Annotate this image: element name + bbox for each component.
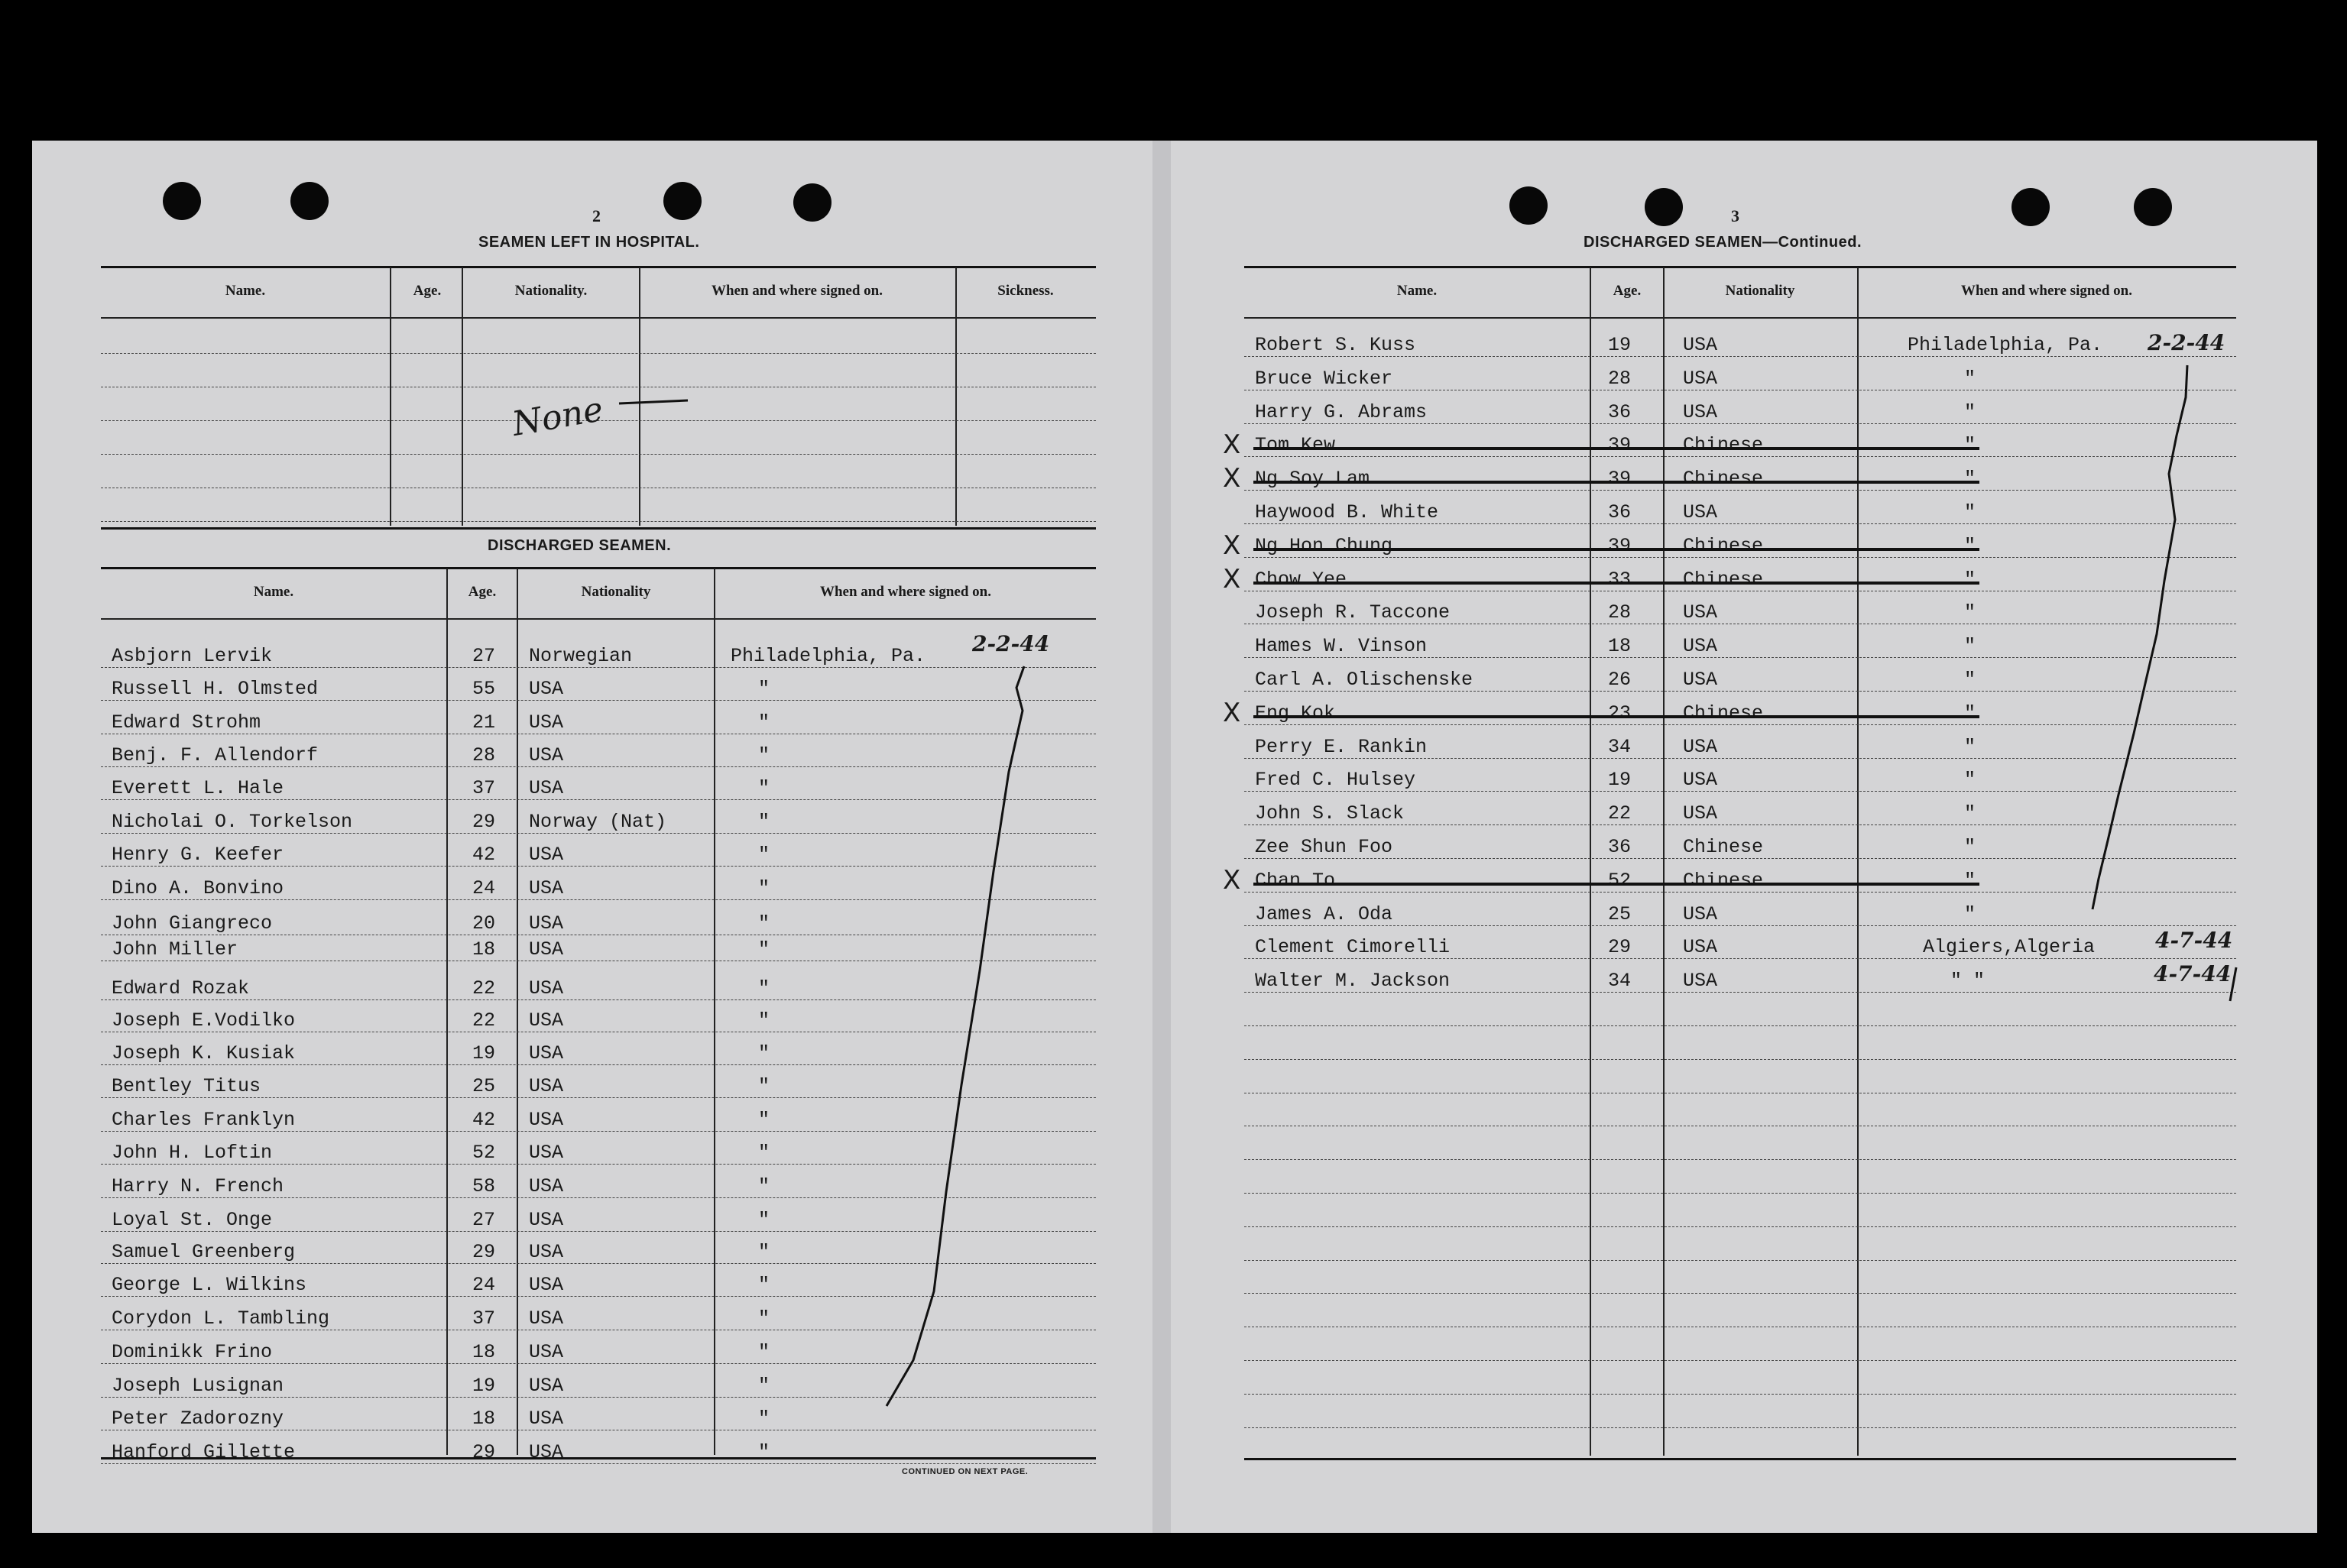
table-cell-nationality: USA <box>1683 669 1718 691</box>
handwritten-date: 2-2-44 <box>972 631 1050 656</box>
table-cell-signed-on: " <box>758 1241 770 1263</box>
table-cell-nationality: USA <box>529 744 564 766</box>
table-cell-name: Edward Strohm <box>112 711 261 734</box>
table-cell-nationality: Chinese <box>1683 702 1764 724</box>
table-cell-age: 29 <box>472 1241 496 1263</box>
discharged-continued-title: DISCHARGED SEAMEN—Continued. <box>1584 234 1862 251</box>
table-cell-nationality: USA <box>1683 368 1718 390</box>
table-cell-nationality: USA <box>529 1109 564 1131</box>
table-cell-signed-on: " <box>758 811 770 833</box>
table-cell-nationality: USA <box>529 1009 564 1032</box>
table-cell-nationality: USA <box>1683 769 1718 791</box>
hospital-col-sickness-header: Sickness. <box>997 283 1054 299</box>
table-cell-signed-on: " <box>1964 468 1976 490</box>
page-number-left: 2 <box>592 206 601 225</box>
table-cell-nationality: USA <box>529 1175 564 1197</box>
table-cell-nationality: USA <box>529 711 564 734</box>
table-cell-signed-on: " <box>758 844 770 866</box>
table-cell-signed-on: Algiers,Algeria <box>1923 936 2096 958</box>
handwritten-date: 2-2-44 <box>2148 330 2225 355</box>
table-cell-signed-on: " <box>1964 870 1976 892</box>
table-cell-age: 34 <box>1608 970 1632 992</box>
table-cell-signed-on: " <box>758 777 770 799</box>
table-cell-nationality: USA <box>529 912 564 935</box>
table-cell-age: 26 <box>1608 669 1632 691</box>
table-cell-name: Edward Rozak <box>112 977 250 999</box>
table-cell-nationality: Norway (Nat) <box>529 811 667 833</box>
table-cell-age: 18 <box>472 1341 496 1363</box>
table-cell-name: Perry E. Rankin <box>1255 736 1428 758</box>
table-cell-nationality: Chinese <box>1683 434 1764 456</box>
table-cell-signed-on: " " <box>1950 970 1986 992</box>
table-cell-signed-on: " <box>758 877 770 899</box>
table-cell-name: John Miller <box>112 938 238 961</box>
table-cell-signed-on: " <box>1964 702 1976 724</box>
handwritten-x-mark: X <box>1223 698 1241 728</box>
table-cell-signed-on: " <box>758 1375 770 1397</box>
table-cell-name: John S. Slack <box>1255 802 1405 824</box>
table-cell-signed-on: " <box>1964 903 1976 925</box>
table-cell-nationality: USA <box>1683 401 1718 423</box>
table-cell-name: Bentley Titus <box>112 1075 261 1097</box>
handwritten-none-note: None <box>509 390 606 444</box>
table-cell-nationality: USA <box>1683 903 1718 925</box>
table-cell-nationality: USA <box>529 1375 564 1397</box>
right-col-signed-on-header: When and where signed on. <box>1960 283 2132 299</box>
table-cell-nationality: Chinese <box>1683 870 1764 892</box>
handwritten-x-mark: X <box>1223 865 1241 896</box>
handwritten-x-mark: X <box>1223 463 1241 494</box>
table-cell-age: 27 <box>472 1209 496 1231</box>
table-cell-age: 36 <box>1608 401 1632 423</box>
table-cell-name: Chow Yee <box>1255 569 1347 591</box>
table-cell-name: Fred C. Hulsey <box>1255 769 1416 791</box>
handwritten-date: 4-7-44 <box>2154 961 2232 986</box>
table-cell-name: Hames W. Vinson <box>1255 635 1428 657</box>
table-cell-age: 19 <box>472 1375 496 1397</box>
table-cell-nationality: USA <box>529 678 564 700</box>
right-col-nationality-header: Nationality <box>1725 283 1795 299</box>
table-cell-nationality: Norwegian <box>529 645 633 667</box>
table-cell-signed-on: " <box>758 938 770 961</box>
table-cell-signed-on: " <box>1964 836 1976 858</box>
table-cell-age: 37 <box>472 1307 496 1330</box>
table-cell-nationality: USA <box>529 1408 564 1430</box>
table-cell-nationality: USA <box>1683 501 1718 523</box>
table-cell-nationality: Chinese <box>1683 569 1764 591</box>
table-cell-age: 19 <box>1608 769 1632 791</box>
table-cell-name: Joseph K. Kusiak <box>112 1042 296 1064</box>
table-cell-age: 22 <box>1608 802 1632 824</box>
table-cell-nationality: USA <box>529 1209 564 1231</box>
table-cell-name: Ng Soy Lam <box>1255 468 1370 490</box>
table-cell-name: Corydon L. Tambling <box>112 1307 330 1330</box>
table-cell-name: George L. Wilkins <box>112 1274 307 1296</box>
table-cell-name: John Giangreco <box>112 912 273 935</box>
table-cell-age: 39 <box>1608 535 1632 557</box>
table-cell-name: Harry N. French <box>112 1175 284 1197</box>
table-cell-name: Tom Kew <box>1255 434 1336 456</box>
table-cell-signed-on: " <box>758 912 770 935</box>
table-cell-signed-on: Philadelphia, Pa. <box>1908 334 2103 356</box>
table-cell-signed-on: " <box>1964 569 1976 591</box>
discharged-col-signed-on-header: When and where signed on. <box>819 584 991 600</box>
table-cell-signed-on: " <box>758 1307 770 1330</box>
table-cell-age: 25 <box>472 1075 496 1097</box>
table-cell-name: Ng Hon Chung <box>1255 535 1393 557</box>
table-cell-name: Hanford Gillette <box>112 1441 296 1463</box>
continued-footer: CONTINUED ON NEXT PAGE. <box>902 1467 1029 1476</box>
table-cell-age: 42 <box>472 844 496 866</box>
table-cell-nationality: USA <box>1683 736 1718 758</box>
table-cell-nationality: USA <box>529 977 564 999</box>
table-cell-nationality: USA <box>1683 970 1718 992</box>
table-cell-nationality: USA <box>529 1341 564 1363</box>
table-cell-age: 58 <box>472 1175 496 1197</box>
table-cell-name: Eng Kok <box>1255 702 1336 724</box>
table-cell-age: 36 <box>1608 501 1632 523</box>
table-cell-age: 21 <box>472 711 496 734</box>
table-cell-name: Walter M. Jackson <box>1255 970 1451 992</box>
table-cell-nationality: Chinese <box>1683 836 1764 858</box>
table-cell-signed-on: " <box>1964 535 1976 557</box>
table-cell-signed-on: " <box>758 1175 770 1197</box>
table-cell-signed-on: " <box>758 1075 770 1097</box>
table-cell-name: Asbjorn Lervik <box>112 645 273 667</box>
table-cell-name: Robert S. Kuss <box>1255 334 1416 356</box>
table-cell-nationality: USA <box>529 1075 564 1097</box>
table-cell-name: Clement Cimorelli <box>1255 936 1451 958</box>
handwritten-date: 4-7-44 <box>2155 928 2233 953</box>
hospital-col-name-header: Name. <box>225 283 266 299</box>
table-cell-age: 29 <box>472 811 496 833</box>
table-cell-signed-on: " <box>1964 501 1976 523</box>
table-cell-nationality: USA <box>529 1307 564 1330</box>
table-cell-nationality: USA <box>529 844 564 866</box>
table-cell-name: Joseph Lusignan <box>112 1375 284 1397</box>
table-cell-name: Haywood B. White <box>1255 501 1439 523</box>
table-cell-nationality: USA <box>1683 601 1718 624</box>
table-cell-signed-on: " <box>1964 635 1976 657</box>
right-col-age-header: Age. <box>1613 283 1642 299</box>
table-cell-age: 37 <box>472 777 496 799</box>
table-cell-age: 28 <box>472 744 496 766</box>
table-cell-signed-on: " <box>1964 669 1976 691</box>
table-cell-age: 34 <box>1608 736 1632 758</box>
table-cell-name: John H. Loftin <box>112 1142 273 1164</box>
table-cell-name: Samuel Greenberg <box>112 1241 296 1263</box>
table-cell-age: 22 <box>472 977 496 999</box>
table-cell-signed-on: " <box>758 1142 770 1164</box>
handwritten-x-mark: X <box>1223 530 1241 561</box>
table-cell-age: 18 <box>472 1408 496 1430</box>
table-cell-nationality: USA <box>529 777 564 799</box>
table-cell-name: Carl A. Olischenske <box>1255 669 1473 691</box>
table-cell-name: Joseph R. Taccone <box>1255 601 1451 624</box>
table-cell-signed-on: " <box>1964 736 1976 758</box>
table-cell-age: 52 <box>472 1142 496 1164</box>
table-cell-nationality: USA <box>1683 635 1718 657</box>
table-cell-signed-on: " <box>1964 769 1976 791</box>
table-cell-name: Henry G. Keefer <box>112 844 284 866</box>
table-cell-signed-on: Philadelphia, Pa. <box>731 645 926 667</box>
table-cell-age: 24 <box>472 877 496 899</box>
table-cell-name: Peter Zadorozny <box>112 1408 284 1430</box>
table-cell-age: 19 <box>472 1042 496 1064</box>
table-cell-signed-on: " <box>758 1009 770 1032</box>
table-cell-name: Charles Franklyn <box>112 1109 296 1131</box>
discharged-col-age-header: Age. <box>468 584 497 600</box>
table-cell-signed-on: " <box>758 744 770 766</box>
table-cell-signed-on: " <box>758 678 770 700</box>
table-cell-age: 22 <box>472 1009 496 1032</box>
table-cell-nationality: USA <box>529 1042 564 1064</box>
table-cell-age: 19 <box>1608 334 1632 356</box>
table-cell-name: Loyal St. Onge <box>112 1209 273 1231</box>
page-number-right: 3 <box>1731 206 1739 225</box>
table-cell-age: 36 <box>1608 836 1632 858</box>
table-cell-nationality: USA <box>529 1142 564 1164</box>
table-cell-age: 24 <box>472 1274 496 1296</box>
table-cell-age: 39 <box>1608 434 1632 456</box>
table-cell-age: 29 <box>472 1441 496 1463</box>
table-cell-name: Dominikk Frino <box>112 1341 273 1363</box>
table-cell-signed-on: " <box>1964 401 1976 423</box>
table-cell-age: 42 <box>472 1109 496 1131</box>
table-cell-signed-on: " <box>1964 802 1976 824</box>
handwritten-x-mark: X <box>1223 429 1241 460</box>
table-cell-signed-on: " <box>758 1408 770 1430</box>
right-col-name-header: Name. <box>1396 283 1438 299</box>
discharged-section-title: DISCHARGED SEAMEN. <box>488 537 672 554</box>
table-cell-name: Chan To <box>1255 870 1336 892</box>
table-cell-age: 20 <box>472 912 496 935</box>
table-cell-signed-on: " <box>758 1109 770 1131</box>
table-cell-age: 39 <box>1608 468 1632 490</box>
table-cell-age: 52 <box>1608 870 1632 892</box>
table-cell-signed-on: " <box>758 1274 770 1296</box>
hospital-section-title: SEAMEN LEFT IN HOSPITAL. <box>478 234 700 251</box>
table-cell-nationality: USA <box>529 1241 564 1263</box>
hospital-col-signed-on-header: When and where signed on. <box>711 283 883 299</box>
table-cell-age: 33 <box>1608 569 1632 591</box>
table-cell-signed-on: " <box>758 977 770 999</box>
table-cell-age: 18 <box>472 938 496 961</box>
table-cell-nationality: Chinese <box>1683 468 1764 490</box>
handwritten-x-mark: X <box>1223 564 1241 594</box>
table-cell-signed-on: " <box>1964 368 1976 390</box>
table-cell-name: Harry G. Abrams <box>1255 401 1428 423</box>
hospital-col-nationality-header: Nationality. <box>514 283 588 299</box>
table-cell-signed-on: " <box>1964 601 1976 624</box>
table-cell-name: Everett L. Hale <box>112 777 284 799</box>
table-cell-age: 23 <box>1608 702 1632 724</box>
table-cell-nationality: USA <box>1683 334 1718 356</box>
table-cell-signed-on: " <box>1964 434 1976 456</box>
table-cell-name: Russell H. Olmsted <box>112 678 319 700</box>
table-cell-name: James A. Oda <box>1255 903 1393 925</box>
table-cell-age: 28 <box>1608 601 1632 624</box>
table-cell-signed-on: " <box>758 1341 770 1363</box>
table-cell-age: 25 <box>1608 903 1632 925</box>
table-cell-age: 28 <box>1608 368 1632 390</box>
table-cell-age: 18 <box>1608 635 1632 657</box>
table-cell-name: Dino A. Bonvino <box>112 877 284 899</box>
table-cell-name: Bruce Wicker <box>1255 368 1393 390</box>
discharged-col-name-header: Name. <box>253 584 294 600</box>
table-cell-nationality: USA <box>529 1441 564 1463</box>
table-cell-name: Nicholai O. Torkelson <box>112 811 353 833</box>
table-cell-signed-on: " <box>758 1042 770 1064</box>
table-cell-name: Benj. F. Allendorf <box>112 744 319 766</box>
table-cell-name: Joseph E.Vodilko <box>112 1009 296 1032</box>
table-cell-nationality: Chinese <box>1683 535 1764 557</box>
table-cell-signed-on: " <box>758 711 770 734</box>
hospital-col-age-header: Age. <box>413 283 442 299</box>
table-cell-age: 55 <box>472 678 496 700</box>
table-cell-nationality: USA <box>529 938 564 961</box>
table-cell-age: 27 <box>472 645 496 667</box>
table-cell-nationality: USA <box>1683 936 1718 958</box>
discharged-col-nationality-header: Nationality <box>581 584 651 600</box>
table-cell-nationality: USA <box>529 1274 564 1296</box>
table-cell-signed-on: " <box>758 1209 770 1231</box>
table-cell-name: Zee Shun Foo <box>1255 836 1393 858</box>
table-cell-nationality: USA <box>1683 802 1718 824</box>
table-cell-nationality: USA <box>529 877 564 899</box>
table-cell-age: 29 <box>1608 936 1632 958</box>
table-cell-signed-on: " <box>758 1441 770 1463</box>
